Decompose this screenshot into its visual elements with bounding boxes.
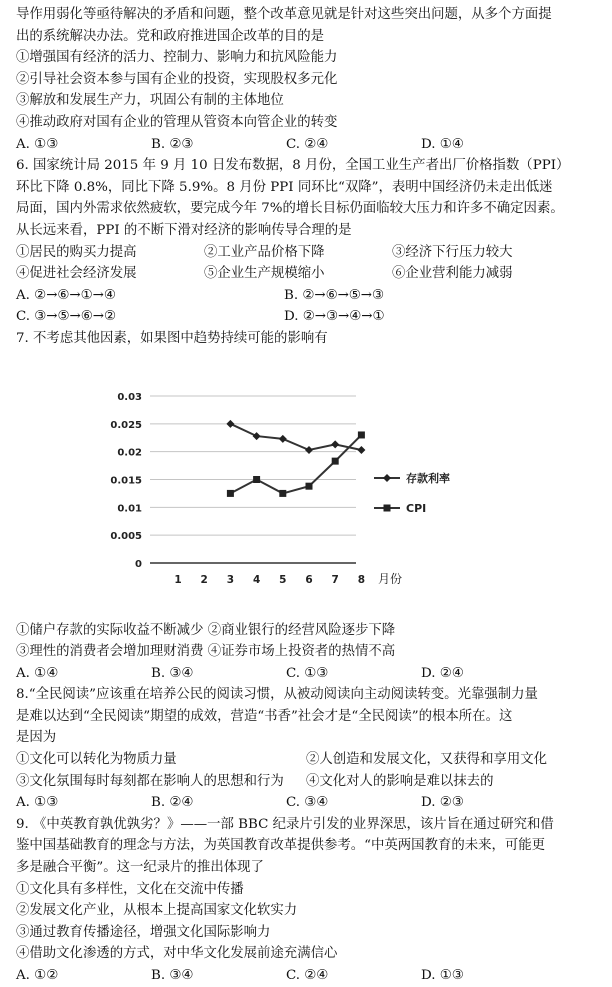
question-5-item: ③解放和发展生产力，巩固公有制的主体地位 [16, 93, 284, 109]
chart-x-tick-label: 7 [331, 573, 339, 586]
chart-data-point [226, 419, 234, 427]
question-6-item: ①居民的购买力提高 [16, 244, 137, 260]
question-6-text-line: 环比下降 0.8%，同比下降 5.9%。8 月份 PPI 同环比“双降”，表明中国经济仍未走出低迷 [16, 179, 553, 195]
chart-x-tick-label: 2 [200, 573, 208, 586]
question-8-items-row [16, 749, 606, 771]
question-7 [16, 328, 606, 684]
chart-y-tick-label: 0.02 [117, 447, 142, 459]
question-6-answers [16, 306, 606, 328]
question-6-item: ③经济下行压力较大 [392, 244, 513, 260]
legend-swatch-marker [384, 504, 391, 511]
chart-x-tick-label: 5 [279, 573, 287, 586]
answer-option-a: A. ①③ [16, 795, 59, 811]
question-6-text-line: 局面，国内外需求依然疲软，要完成今年 7%的增长目标仍面临较大压力和许多不确定因素。 [16, 201, 564, 217]
question-6 [16, 155, 606, 328]
question-9-item: ③通过教育传播途径，增强文化国际影响力 [16, 924, 271, 940]
legend-label: 存款利率 [406, 471, 450, 485]
chart-data-point [332, 457, 339, 464]
question-5-item: ①增强国有经济的活力、控制力、影响力和抗风险能力 [16, 50, 338, 66]
answer-option-d: D. ②③ [421, 795, 464, 811]
chart-series-line [230, 423, 361, 449]
question-9-item: ④借助文化渗透的方式，对中华文化发展前途充满信心 [16, 946, 338, 962]
chart-data-point [306, 482, 313, 489]
question-9-text-line: 多是融合平衡”。这一纪录片的推出体现了 [16, 860, 264, 876]
rate-cpi-chart [16, 350, 606, 620]
chart-data-point [253, 476, 260, 483]
chart-x-tick-label: 1 [174, 573, 182, 586]
question-9-item: ②发展文化产业，从根本上提高国家文化软实力 [16, 903, 298, 919]
answer-option-b: B. ②→⑥→⑤→③ [284, 287, 385, 303]
question-5-item: ②引导社会资本参与国有企业的投资，实现股权多元化 [16, 71, 338, 87]
answer-option-d: D. ①③ [421, 968, 464, 983]
question-6-item: ⑥企业营利能力减弱 [392, 266, 513, 282]
question-8-item: ①文化可以转化为物质力量 [16, 752, 177, 768]
answer-option-d: D. ②→③→④→① [284, 309, 385, 325]
chart-series [226, 419, 365, 496]
answer-option-b: B. ③④ [151, 665, 194, 681]
question-5-item: ④推动政府对国有企业的管理从管资本向管企业的转变 [16, 114, 338, 130]
question-8-item: ②人创造和发展文化，又获得和享用文化 [306, 752, 548, 768]
chart-data-point [305, 445, 313, 453]
chart-data-point [357, 445, 365, 453]
chart-y-tick-label: 0.025 [110, 419, 142, 431]
answer-option-c: C. ②④ [286, 968, 329, 983]
answer-option-c: C. ③④ [286, 795, 329, 811]
question-6-text-line: 从长远来看，PPI 的不断下滑对经济的影响传导合理的是 [16, 222, 352, 238]
question-5 [16, 4, 606, 155]
answer-option-b: B. ②③ [151, 136, 194, 152]
chart-y-tick-label: 0.005 [110, 530, 142, 542]
chart-legend [374, 471, 450, 515]
chart-data-point [279, 489, 286, 496]
question-8-items-row [16, 771, 606, 793]
question-7-stem: 7. 不考虑其他因素，如果图中趋势持续可能的影响有 [16, 330, 328, 346]
chart-y-tick-label: 0 [135, 558, 142, 570]
answer-option-a: A. ①③ [16, 136, 59, 152]
chart-gridlines [150, 396, 356, 563]
answer-option-a: A. ①④ [16, 665, 59, 681]
question-8 [16, 684, 606, 814]
question-5-text-line: 出的系统解决办法。党和政府推进国企改革的目的是 [16, 28, 324, 44]
question-5-text-line: 导作用弱化等亟待解决的矛盾和问题，整个改革意见就是针对这些突出问题，从多个方面提 [16, 7, 552, 22]
chart-x-tick-label: 4 [252, 573, 261, 586]
answer-option-c: C. ②④ [286, 136, 329, 152]
question-8-text-line: 是因为 [16, 730, 57, 746]
answer-option-c: C. ③→⑤→⑥→② [16, 309, 116, 325]
exam-page [16, 4, 606, 987]
legend-label: CPI [406, 501, 427, 515]
chart-data-point [279, 434, 287, 442]
chart-data-point [358, 431, 365, 438]
answer-option-a: A. ①② [16, 968, 59, 983]
chart-x-tick-label: 6 [305, 573, 313, 586]
question-6-items-row [16, 242, 606, 264]
chart-y-tick-label: 0.03 [117, 391, 142, 403]
question-5-answers [16, 134, 606, 156]
question-6-text-line: 6. 国家统计局 2015 年 9 月 10 日发布数据，8 月份，全国工业生产者出厂价格指数（PPI） [16, 158, 570, 174]
question-9-item: ①文化具有多样性，文化在交流中传播 [16, 881, 244, 897]
chart-x-axis-label: 月份 [378, 571, 403, 586]
question-8-answers [16, 792, 606, 814]
question-7-item: ①储户存款的实际收益不断减少 ②商业银行的经营风险逐步下降 [16, 622, 396, 638]
question-8-text-line: 8.“全民阅读”应该重在培养公民的阅读习惯，从被动阅读向主动阅读转变。光靠强制力量 [16, 687, 538, 703]
question-6-items-row [16, 263, 606, 285]
chart-x-tick-label: 3 [226, 573, 235, 586]
question-6-item: ②工业产品价格下降 [204, 244, 325, 260]
answer-option-c: C. ①③ [286, 665, 329, 681]
chart-data-point [253, 432, 261, 440]
chart-x-tick-labels [174, 574, 365, 586]
question-6-answers [16, 285, 606, 307]
legend-swatch-marker [383, 474, 391, 482]
chart-data-point [227, 489, 234, 496]
rate-cpi-chart-svg [16, 350, 606, 620]
answer-option-d: D. ①④ [421, 136, 464, 152]
question-9-answers [16, 965, 606, 987]
chart-y-tick-label: 0.01 [117, 502, 142, 514]
answer-option-b: B. ③④ [151, 968, 194, 983]
chart-y-tick-labels [110, 392, 142, 570]
question-9 [16, 814, 606, 987]
question-8-text-line: 是难以达到“全民阅读”期望的成效，营造“书香”社会才是“全民阅读”的根本所在。这 [16, 708, 513, 724]
answer-option-d: D. ②④ [421, 665, 464, 681]
question-6-item: ⑤企业生产规模缩小 [204, 266, 325, 282]
question-9-text-line: 鉴中国基础教育的理念与方法，为英国教育改革提供参考。“中英两国教育的未来，可能更 [16, 838, 546, 854]
answer-option-a: A. ②→⑥→①→④ [16, 287, 116, 303]
question-8-item: ③文化氛围每时每刻都在影响人的思想和行为 [16, 773, 284, 789]
question-7-item: ③理性的消费者会增加理财消费 ④证券市场上投资者的热情不高 [16, 644, 396, 660]
question-7-answers [16, 663, 606, 685]
question-6-item: ④促进社会经济发展 [16, 266, 137, 282]
answer-option-b: B. ②④ [151, 795, 194, 811]
chart-y-tick-label: 0.015 [110, 475, 142, 486]
chart-data-point [331, 440, 339, 448]
question-9-text-line: 9. 《中英教育孰优孰劣？》——一部 BBC 纪录片引发的业界深思，该片旨在通过研究和借 [16, 816, 554, 832]
question-8-item: ④文化对人的影响是难以抹去的 [306, 773, 494, 789]
chart-x-tick-label: 8 [357, 573, 366, 586]
